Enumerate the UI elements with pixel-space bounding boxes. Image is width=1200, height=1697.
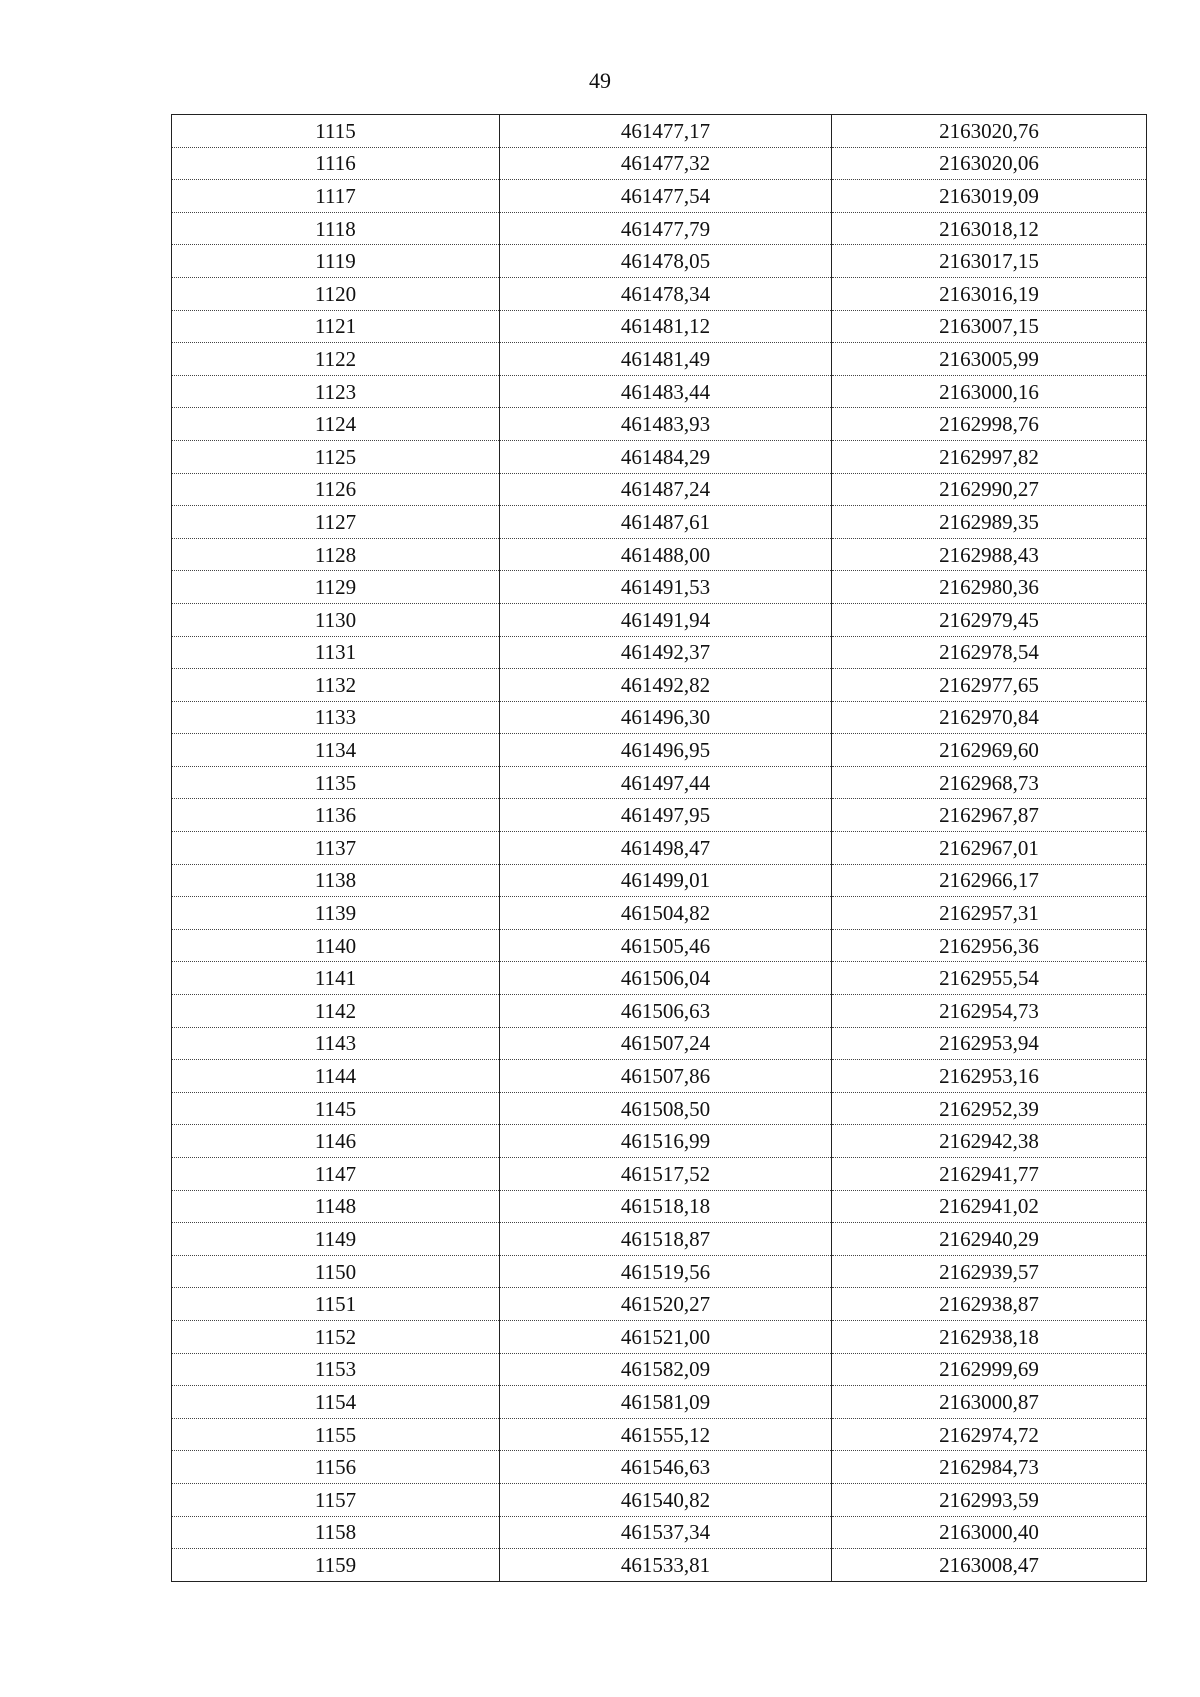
point-number-cell: 1156: [172, 1451, 500, 1484]
point-number-cell: 1144: [172, 1060, 500, 1093]
point-number-cell: 1137: [172, 832, 500, 865]
y-coordinate-cell: 2162967,87: [832, 799, 1147, 832]
point-number-cell: 1139: [172, 897, 500, 930]
point-number-cell: 1143: [172, 1027, 500, 1060]
x-coordinate-cell: 461477,32: [500, 147, 832, 180]
x-coordinate-cell: 461517,52: [500, 1158, 832, 1191]
table-row: [172, 212, 1147, 245]
point-number-cell: 1149: [172, 1223, 500, 1256]
y-coordinate-cell: 2162953,94: [832, 1027, 1147, 1060]
point-number-cell: 1132: [172, 669, 500, 702]
point-number-cell: 1118: [172, 212, 500, 245]
x-coordinate-cell: 461520,27: [500, 1288, 832, 1321]
x-coordinate-cell: 461481,12: [500, 310, 832, 343]
y-coordinate-cell: 2162974,72: [832, 1418, 1147, 1451]
point-number-cell: 1141: [172, 962, 500, 995]
y-coordinate-cell: 2163008,47: [832, 1549, 1147, 1582]
table-row: [172, 669, 1147, 702]
point-number-cell: 1116: [172, 147, 500, 180]
table-row: [172, 473, 1147, 506]
table-row: [172, 832, 1147, 865]
table-row: [172, 1027, 1147, 1060]
x-coordinate-cell: 461537,34: [500, 1516, 832, 1549]
point-number-cell: 1146: [172, 1125, 500, 1158]
table-row: [172, 1483, 1147, 1516]
y-coordinate-cell: 2162977,65: [832, 669, 1147, 702]
y-coordinate-cell: 2162980,36: [832, 571, 1147, 604]
y-coordinate-cell: 2162968,73: [832, 766, 1147, 799]
point-number-cell: 1158: [172, 1516, 500, 1549]
coordinate-table: [171, 114, 1147, 1582]
table-row: [172, 864, 1147, 897]
x-coordinate-cell: 461505,46: [500, 929, 832, 962]
table-row: [172, 1060, 1147, 1093]
x-coordinate-cell: 461487,24: [500, 473, 832, 506]
y-coordinate-cell: 2162957,31: [832, 897, 1147, 930]
y-coordinate-cell: 2163000,16: [832, 375, 1147, 408]
y-coordinate-cell: 2162978,54: [832, 636, 1147, 669]
point-number-cell: 1131: [172, 636, 500, 669]
point-number-cell: 1145: [172, 1092, 500, 1125]
x-coordinate-cell: 461582,09: [500, 1353, 832, 1386]
table-row: [172, 1353, 1147, 1386]
x-coordinate-cell: 461518,87: [500, 1223, 832, 1256]
y-coordinate-cell: 2162984,73: [832, 1451, 1147, 1484]
x-coordinate-cell: 461506,63: [500, 995, 832, 1028]
table-row: [172, 408, 1147, 441]
coordinate-table-body: [172, 115, 1147, 1582]
y-coordinate-cell: 2163019,09: [832, 180, 1147, 213]
y-coordinate-cell: 2162999,69: [832, 1353, 1147, 1386]
table-row: [172, 1451, 1147, 1484]
x-coordinate-cell: 461519,56: [500, 1255, 832, 1288]
x-coordinate-cell: 461508,50: [500, 1092, 832, 1125]
table-row: [172, 115, 1147, 148]
y-coordinate-cell: 2162954,73: [832, 995, 1147, 1028]
point-number-cell: 1119: [172, 245, 500, 278]
y-coordinate-cell: 2163017,15: [832, 245, 1147, 278]
table-row: [172, 962, 1147, 995]
x-coordinate-cell: 461491,53: [500, 571, 832, 604]
x-coordinate-cell: 461555,12: [500, 1418, 832, 1451]
point-number-cell: 1120: [172, 277, 500, 310]
y-coordinate-cell: 2162940,29: [832, 1223, 1147, 1256]
y-coordinate-cell: 2162988,43: [832, 538, 1147, 571]
point-number-cell: 1140: [172, 929, 500, 962]
table-row: [172, 245, 1147, 278]
point-number-cell: 1142: [172, 995, 500, 1028]
point-number-cell: 1124: [172, 408, 500, 441]
table-row: [172, 929, 1147, 962]
y-coordinate-cell: 2163005,99: [832, 343, 1147, 376]
table-row: [172, 538, 1147, 571]
y-coordinate-cell: 2163016,19: [832, 277, 1147, 310]
table-row: [172, 180, 1147, 213]
x-coordinate-cell: 461546,63: [500, 1451, 832, 1484]
table-row: [172, 1190, 1147, 1223]
y-coordinate-cell: 2162953,16: [832, 1060, 1147, 1093]
table-row: [172, 799, 1147, 832]
table-row: [172, 1255, 1147, 1288]
table-row: [172, 343, 1147, 376]
x-coordinate-cell: 461499,01: [500, 864, 832, 897]
y-coordinate-cell: 2162956,36: [832, 929, 1147, 962]
x-coordinate-cell: 461498,47: [500, 832, 832, 865]
point-number-cell: 1117: [172, 180, 500, 213]
point-number-cell: 1130: [172, 603, 500, 636]
table-row: [172, 636, 1147, 669]
y-coordinate-cell: 2162969,60: [832, 734, 1147, 767]
x-coordinate-cell: 461492,37: [500, 636, 832, 669]
table-row: [172, 147, 1147, 180]
x-coordinate-cell: 461540,82: [500, 1483, 832, 1516]
table-row: [172, 766, 1147, 799]
x-coordinate-cell: 461497,95: [500, 799, 832, 832]
y-coordinate-cell: 2162970,84: [832, 701, 1147, 734]
y-coordinate-cell: 2163018,12: [832, 212, 1147, 245]
table-row: [172, 1092, 1147, 1125]
table-row: [172, 375, 1147, 408]
point-number-cell: 1129: [172, 571, 500, 604]
point-number-cell: 1147: [172, 1158, 500, 1191]
x-coordinate-cell: 461504,82: [500, 897, 832, 930]
x-coordinate-cell: 461507,86: [500, 1060, 832, 1093]
point-number-cell: 1127: [172, 506, 500, 539]
point-number-cell: 1123: [172, 375, 500, 408]
point-number-cell: 1128: [172, 538, 500, 571]
point-number-cell: 1148: [172, 1190, 500, 1223]
x-coordinate-cell: 461478,34: [500, 277, 832, 310]
point-number-cell: 1136: [172, 799, 500, 832]
point-number-cell: 1121: [172, 310, 500, 343]
y-coordinate-cell: 2162998,76: [832, 408, 1147, 441]
point-number-cell: 1152: [172, 1320, 500, 1353]
x-coordinate-cell: 461492,82: [500, 669, 832, 702]
table-row: [172, 277, 1147, 310]
y-coordinate-cell: 2163000,40: [832, 1516, 1147, 1549]
table-row: [172, 1320, 1147, 1353]
point-number-cell: 1151: [172, 1288, 500, 1321]
point-number-cell: 1153: [172, 1353, 500, 1386]
table-row: [172, 1125, 1147, 1158]
x-coordinate-cell: 461484,29: [500, 440, 832, 473]
y-coordinate-cell: 2162979,45: [832, 603, 1147, 636]
x-coordinate-cell: 461518,18: [500, 1190, 832, 1223]
table-row: [172, 310, 1147, 343]
y-coordinate-cell: 2163000,87: [832, 1386, 1147, 1419]
table-row: [172, 440, 1147, 473]
x-coordinate-cell: 461496,30: [500, 701, 832, 734]
table-row: [172, 1158, 1147, 1191]
y-coordinate-cell: 2162938,18: [832, 1320, 1147, 1353]
y-coordinate-cell: 2162990,27: [832, 473, 1147, 506]
point-number-cell: 1125: [172, 440, 500, 473]
point-number-cell: 1155: [172, 1418, 500, 1451]
x-coordinate-cell: 461533,81: [500, 1549, 832, 1582]
x-coordinate-cell: 461477,54: [500, 180, 832, 213]
point-number-cell: 1150: [172, 1255, 500, 1288]
table-row: [172, 1418, 1147, 1451]
point-number-cell: 1115: [172, 115, 500, 148]
point-number-cell: 1133: [172, 701, 500, 734]
y-coordinate-cell: 2162955,54: [832, 962, 1147, 995]
table-row: [172, 1223, 1147, 1256]
x-coordinate-cell: 461507,24: [500, 1027, 832, 1060]
point-number-cell: 1157: [172, 1483, 500, 1516]
table-row: [172, 701, 1147, 734]
y-coordinate-cell: 2163020,76: [832, 115, 1147, 148]
x-coordinate-cell: 461488,00: [500, 538, 832, 571]
table-row: [172, 571, 1147, 604]
point-number-cell: 1135: [172, 766, 500, 799]
y-coordinate-cell: 2162966,17: [832, 864, 1147, 897]
table-row: [172, 1549, 1147, 1582]
y-coordinate-cell: 2162967,01: [832, 832, 1147, 865]
x-coordinate-cell: 461496,95: [500, 734, 832, 767]
table-row: [172, 897, 1147, 930]
x-coordinate-cell: 461477,79: [500, 212, 832, 245]
x-coordinate-cell: 461487,61: [500, 506, 832, 539]
y-coordinate-cell: 2162941,02: [832, 1190, 1147, 1223]
x-coordinate-cell: 461478,05: [500, 245, 832, 278]
table-row: [172, 734, 1147, 767]
y-coordinate-cell: 2162942,38: [832, 1125, 1147, 1158]
point-number-cell: 1134: [172, 734, 500, 767]
x-coordinate-cell: 461506,04: [500, 962, 832, 995]
x-coordinate-cell: 461477,17: [500, 115, 832, 148]
y-coordinate-cell: 2162989,35: [832, 506, 1147, 539]
table-row: [172, 1386, 1147, 1419]
point-number-cell: 1154: [172, 1386, 500, 1419]
table-row: [172, 603, 1147, 636]
point-number-cell: 1138: [172, 864, 500, 897]
y-coordinate-cell: 2163007,15: [832, 310, 1147, 343]
y-coordinate-cell: 2162941,77: [832, 1158, 1147, 1191]
y-coordinate-cell: 2162993,59: [832, 1483, 1147, 1516]
table-row: [172, 1516, 1147, 1549]
y-coordinate-cell: 2162952,39: [832, 1092, 1147, 1125]
y-coordinate-cell: 2162939,57: [832, 1255, 1147, 1288]
x-coordinate-cell: 461516,99: [500, 1125, 832, 1158]
point-number-cell: 1159: [172, 1549, 500, 1582]
table-row: [172, 995, 1147, 1028]
x-coordinate-cell: 461497,44: [500, 766, 832, 799]
x-coordinate-cell: 461491,94: [500, 603, 832, 636]
table-row: [172, 506, 1147, 539]
table-row: [172, 1288, 1147, 1321]
x-coordinate-cell: 461521,00: [500, 1320, 832, 1353]
x-coordinate-cell: 461581,09: [500, 1386, 832, 1419]
x-coordinate-cell: 461483,44: [500, 375, 832, 408]
y-coordinate-cell: 2162997,82: [832, 440, 1147, 473]
point-number-cell: 1126: [172, 473, 500, 506]
x-coordinate-cell: 461481,49: [500, 343, 832, 376]
page-number: 49: [589, 68, 611, 93]
x-coordinate-cell: 461483,93: [500, 408, 832, 441]
point-number-cell: 1122: [172, 343, 500, 376]
y-coordinate-cell: 2162938,87: [832, 1288, 1147, 1321]
y-coordinate-cell: 2163020,06: [832, 147, 1147, 180]
